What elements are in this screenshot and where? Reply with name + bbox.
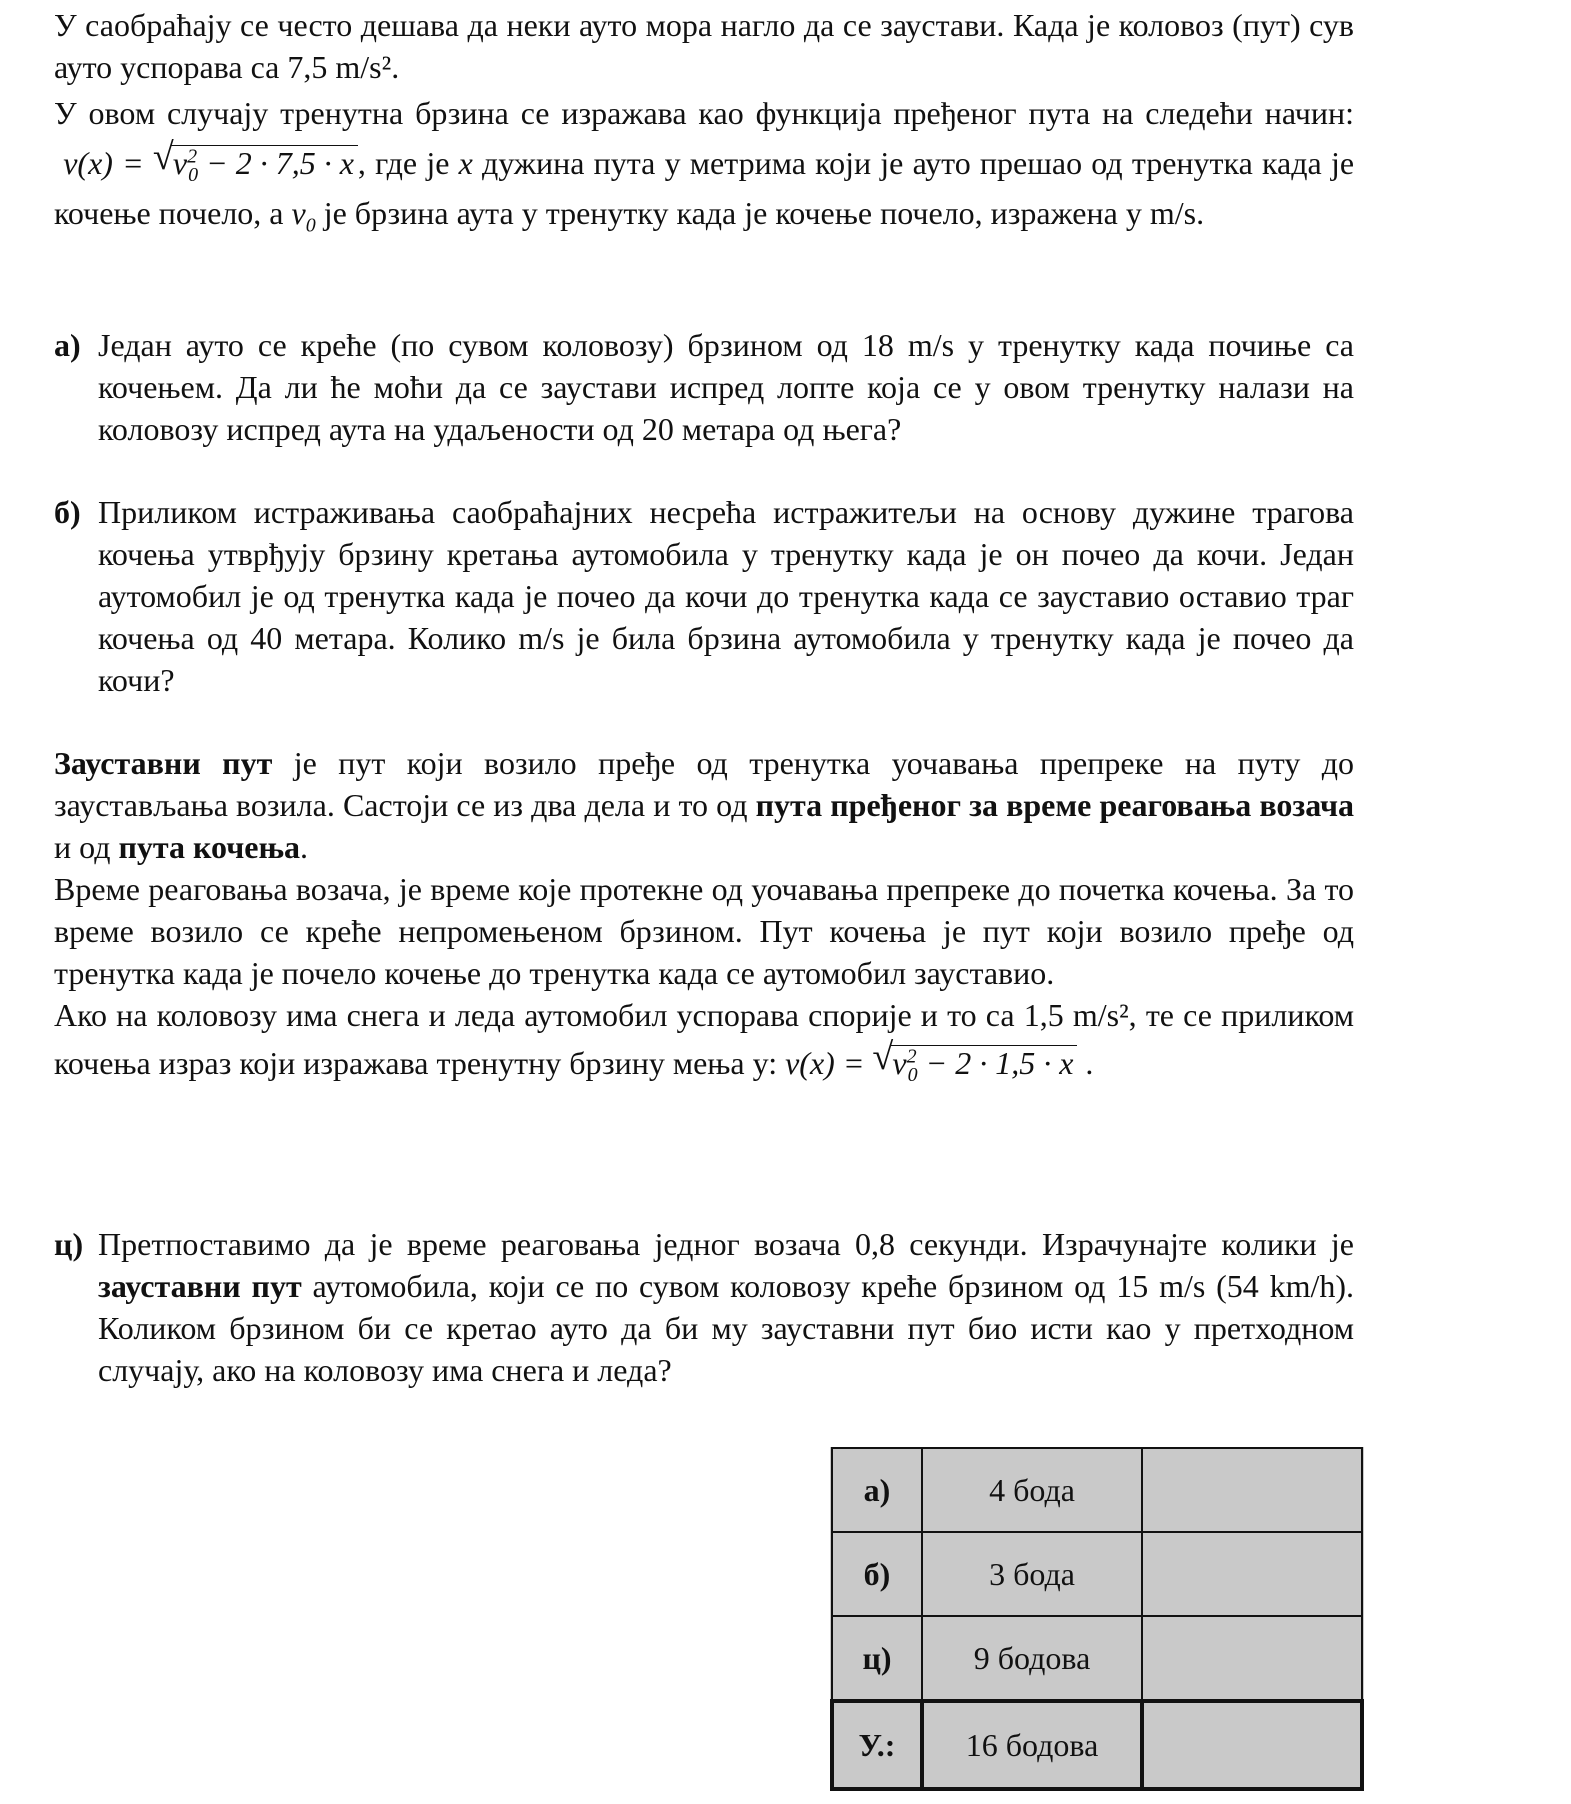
score-part: ц) [832, 1616, 922, 1701]
score-points: 4 бода [922, 1448, 1142, 1532]
score-earned-cell[interactable] [1142, 1701, 1362, 1789]
formula-dry-road [54, 136, 358, 187]
question-c-text: Претпоставимо да је време реаговања једног возача 0,8 секунди. Израчунајте колики је зауставни пут аутомобила, који се по сувом коловозу креће брзином од 15 m/s (54 km/h). Коликом брзином би се кретао ауто да би му зауставни пут био исти као у претходном случају, ако на коловозу има снега и леда? [98, 1226, 1355, 1388]
intro-text-end: је брзина аута у тренутку када је кочење почело, изражена у m/s. [323, 195, 1205, 231]
score-points: 16 бодова [922, 1701, 1142, 1789]
question-c-label: ц) [54, 1226, 84, 1262]
definition-paragraph-1: Зауставни пут је пут који возило пређе од тренутка уочавања препреке на путу до заустављања возила. Састоји се из два дела и то од пута пређеног за време реаговања возача и од пута кочења. [54, 745, 1355, 865]
question-c [54, 1223, 1354, 1391]
question-b-label: б) [54, 494, 81, 530]
variable-v0: $v_0$ [291, 195, 316, 237]
intro-paragraph-2 [54, 88, 1354, 238]
formula-snow-road: v(x) = √ $v^2_0 - 2 \cdot 1,5 \cdot x$ . [785, 1036, 1094, 1087]
score-part: б) [832, 1532, 922, 1616]
intro-paragraph-1: У саобраћају се често дешава да неки ауто мора нагло да се заустави. Када је коловоз (пут) сув ауто успорава са 7,5 m/s². [54, 7, 1354, 85]
question-b [54, 491, 1354, 701]
square-root-sign: √ $v^2_0 - 2 \cdot 7,5 \cdot x$ [153, 138, 358, 188]
intro-text-definition-x: дужина пута у метрима који је ауто прешао од тренутка када је кочење почело, а [54, 145, 1355, 231]
formula-dry-lhs: v(x) = [63, 145, 153, 181]
question-b-text: Приликом истраживања саобраћајних несрећа истражитељи на основу дужине трагова кочења утврђују брзину кретања аутомобила у тренутку када је он почео да кочи. Један аутомобил је од тренутка када је почео да кочи до тренутка када се зауставио оставио траг кочења од 40 метара. Колико m/s је била брзина аутомобила у тренутку када је почео да кочи? [98, 494, 1354, 698]
intro-text [54, 4, 1354, 238]
question-a-text: Један ауто се креће (по сувом коловозу) брзином од 18 m/s у тренутку када почиње са кочењем. Да ли ће моћи да се заустави испред лопте која се у овом тренутку налази на коловозу испред аута на удаљености од 20 метара од њега? [98, 327, 1354, 447]
intro-text-before-formula: У овом случају тренутна брзина се изражава као функција пређеног пута на следећи начин: [54, 95, 1354, 131]
square-root-sign-2: √ $v^2_0 - 2 \cdot 1,5 \cdot x$ [872, 1042, 1077, 1084]
definition-paragraph-3: Ако на коловозу има снега и леда аутомобил успорава спорије и то са 1,5 m/s², те се приликом кочења израз који изражава тренутну брзину мења у: v(x) = √ $v^2_0 - 2 \cdot 1,5 \cdot x$ . [54, 997, 1354, 1087]
score-part: а) [832, 1448, 922, 1532]
score-earned-cell[interactable] [1142, 1616, 1362, 1701]
variable-x: x [458, 145, 473, 181]
definition-paragraph-2: Време реаговања возача, је време које протекне од уочавања препреке до почетка кочења. За то време возило се креће непромењеном брзином. Пут кочења је пут који возило пређе од тренутка када је почело кочење до тренутка када се аутомобил зауставио. [54, 871, 1354, 991]
score-row-c [832, 1616, 1362, 1701]
score-points: 3 бода [922, 1532, 1142, 1616]
definition-block [54, 742, 1355, 1087]
score-row-b [832, 1532, 1362, 1616]
score-row-a [832, 1448, 1362, 1532]
score-earned-cell[interactable] [1142, 1532, 1362, 1616]
score-earned-cell[interactable] [1142, 1448, 1362, 1532]
score-part: У.: [832, 1701, 922, 1789]
intro-text-after-formula: , где је [357, 145, 450, 181]
score-row-total [832, 1701, 1362, 1789]
question-a [54, 324, 1354, 450]
score-points: 9 бодова [922, 1616, 1142, 1701]
question-a-label: а) [54, 327, 81, 363]
score-table [830, 1447, 1364, 1791]
